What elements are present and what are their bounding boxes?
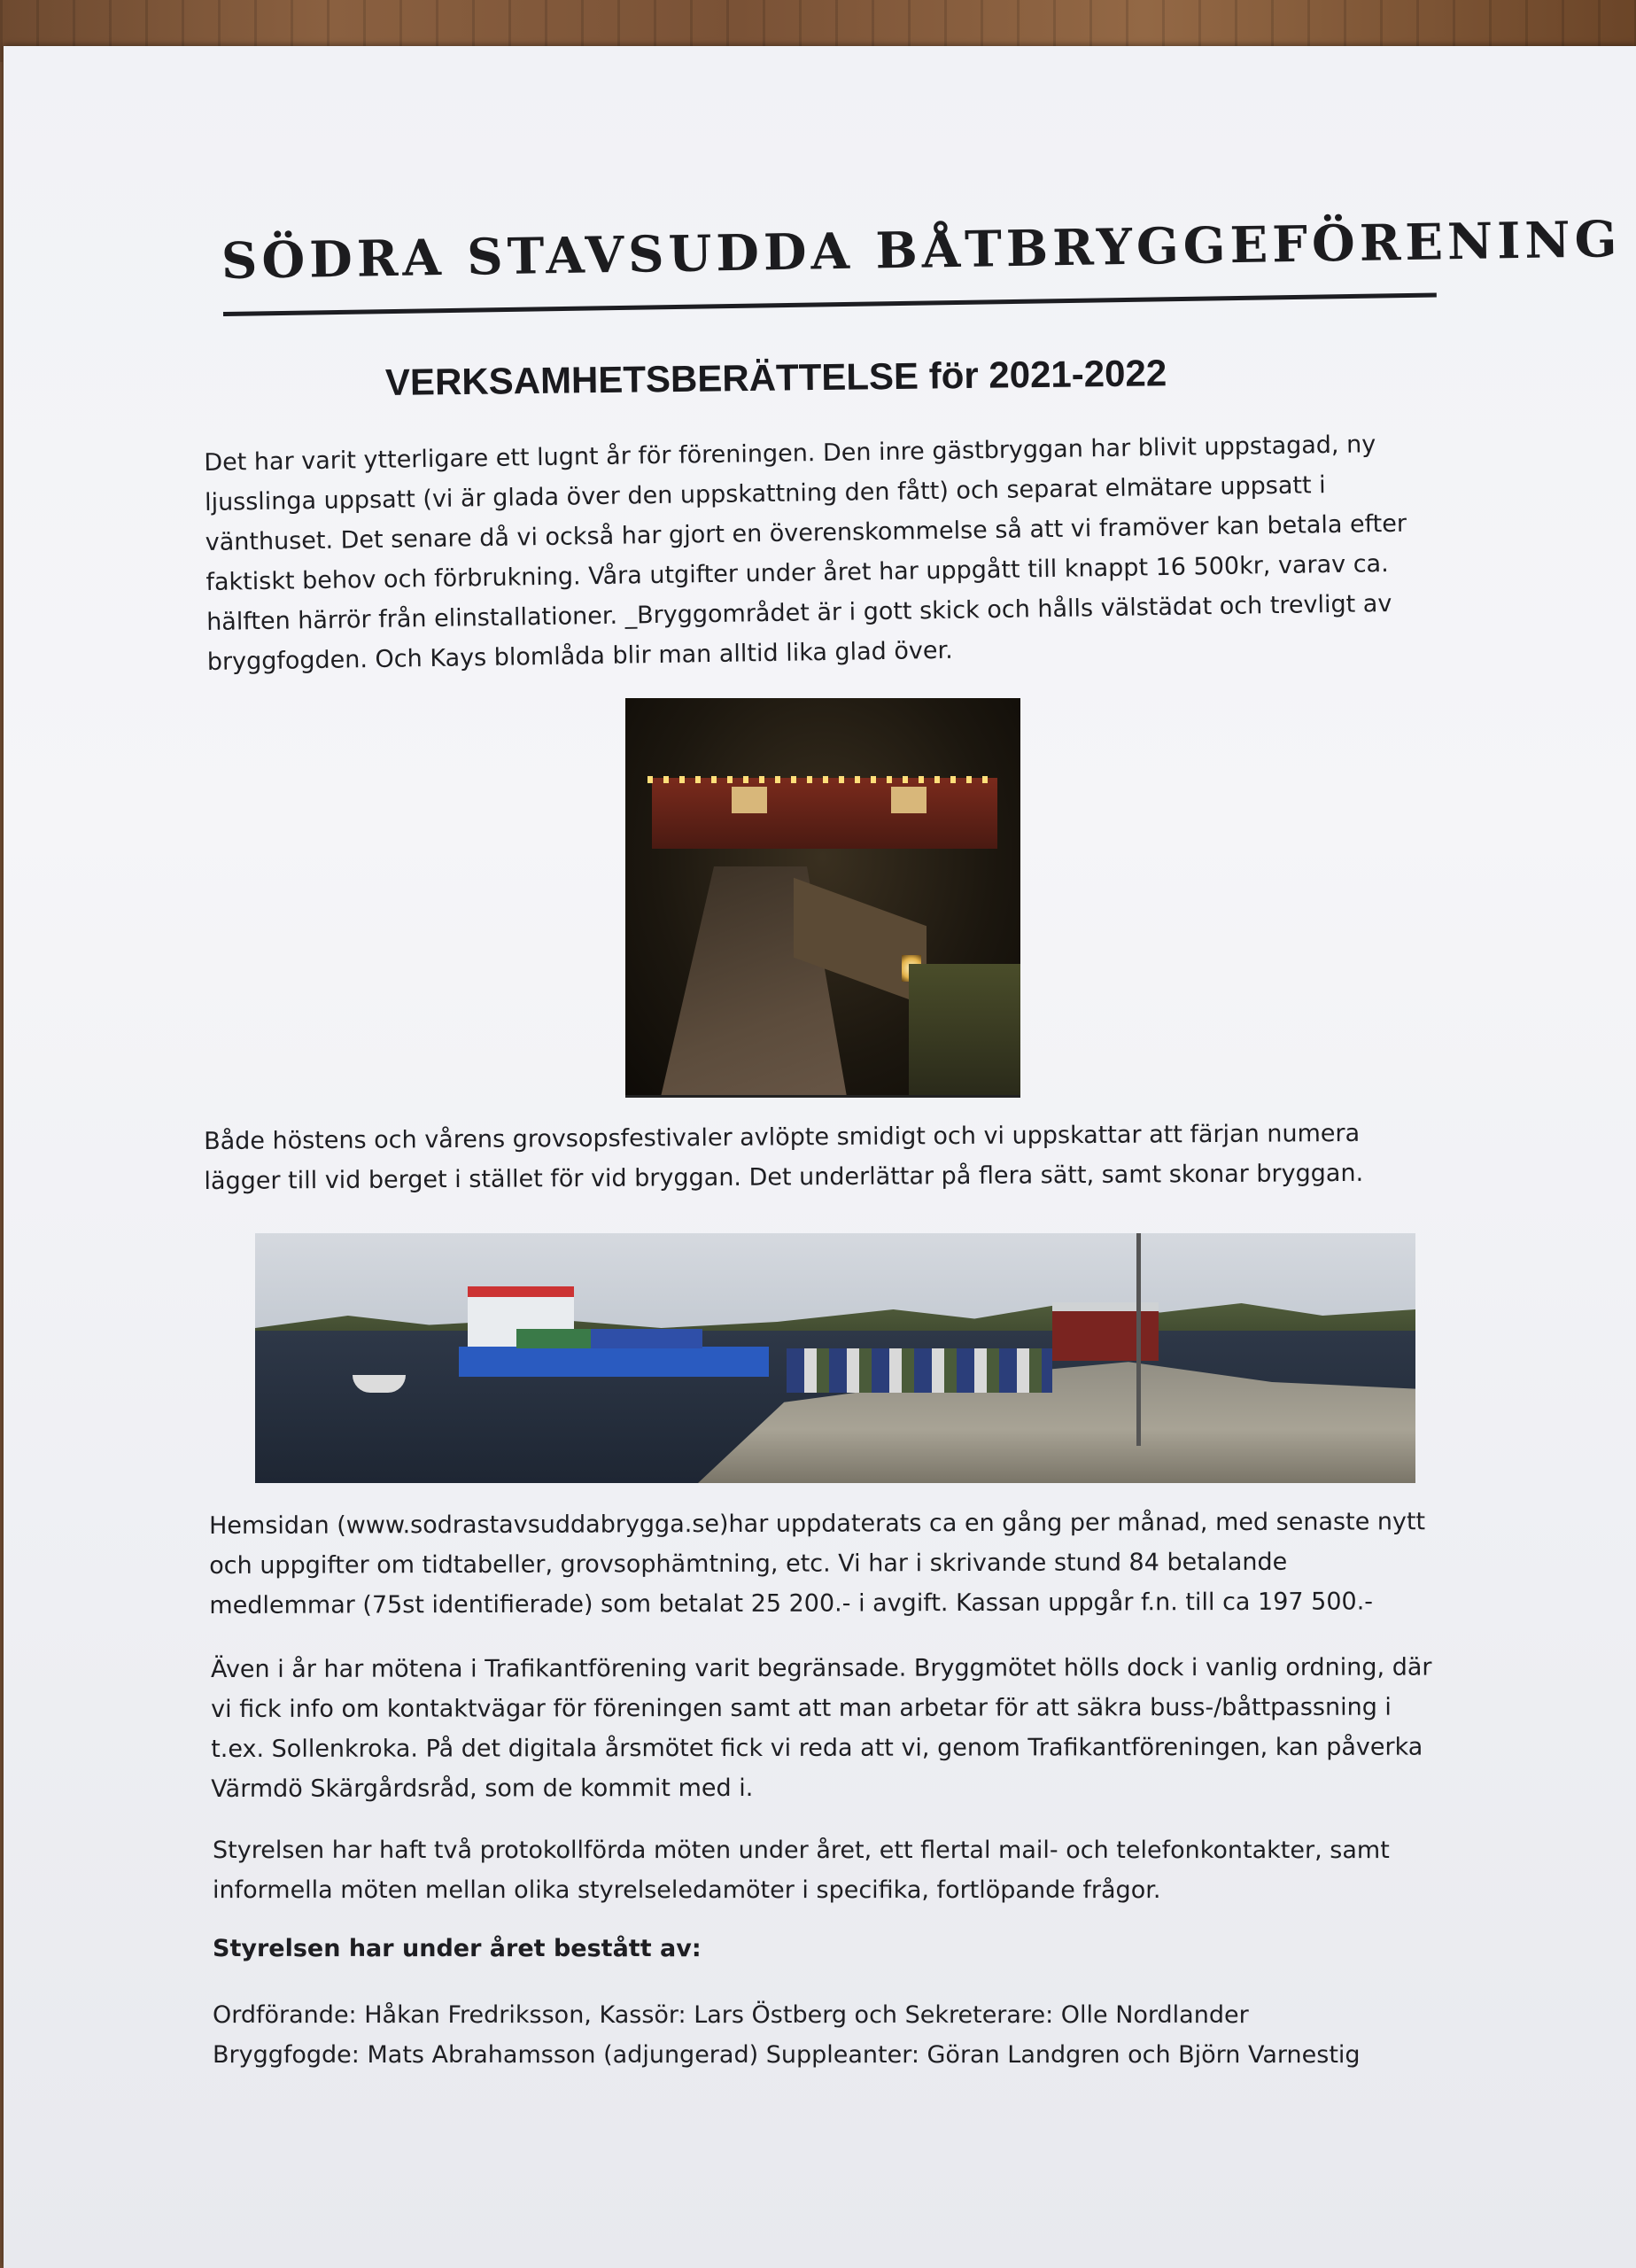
document-subtitle: VERKSAMHETSBERÄTTELSE för 2021-2022: [384, 352, 1167, 403]
paragraph-meetings: Även i år har mötena i Trafikantförening varit begränsade. Bryggmötet hölls dock i vanlig ordning, där vi fick info om kontaktvägar för föreningen samt att man arbetar för att säkra buss-/båttpassning i t.ex. Sollenkroka. På det digitala årsmötet fick vi reda att vi, genom Trafikantföreningen, kan påverka Värmdö Skärgårdsråd, som de kommit med i.: [211, 1653, 1432, 1803]
paragraph-bulky-waste: Både höstens och vårens grovsopsfestivaler avlöpte smidigt och vi uppskattar att färjan numera lägger till vid berget i stället för vid bryggan. Det underlättar på flera sätt, samt skonar bryggan.: [204, 1119, 1364, 1195]
photo-night-pier: [625, 698, 1020, 1098]
document-title: SÖDRA STAVSUDDA BÅTBRYGGEFÖRENING: [221, 210, 1622, 291]
paragraph-board-meetings: Styrelsen har haft två protokollförda möten under året, ett flertal mail- och telefonkontakter, samt informella möten mellan olika styrelseledamöter i specifika, fortlöpande frågor.: [213, 1837, 1390, 1904]
board-heading: Styrelsen har under året bestått av:: [213, 1935, 702, 1962]
board-members-list: Ordförande: Håkan Fredriksson, Kassör: Lars Östberg och Sekreterare: Olle Nordlander Bryggfogde: Mats Abrahamsson (adjungerad) Suppleanter: Göran Landgren och Björn Varnestig: [213, 2001, 1361, 2069]
paragraph-intro: Det har varit ytterligare ett lugnt år för föreningen. Den inre gästbryggan har blivit uppstagad, ny ljusslinga uppsatt (vi är glada över den uppskattning den fått) och separat elmätare uppsatt i vänthuset. Det senare då vi också har gjort en överenskommelse så att vi framöver kan betala efter faktiskt behov och förbrukning. Våra utgifter under året har uppgått till knappt 16 500kr, varav ca. hälften härrör från elinstallationer. _Bryggområdet är i gott skick och hålls välstädat och trevligt av bryggfogden. Och Kays blomlåda blir man alltid lika glad över.: [204, 431, 1407, 676]
photo-ferry-panorama: [255, 1233, 1415, 1483]
paragraph-website-finances: Hemsidan (www.sodrastavsuddabrygga.se)har uppdaterats ca en gång per månad, med senaste nytt och uppgifter om tidtabeller, grovsophämtning, etc. Vi har i skrivande stund 84 betalande medlemmar (75st identifierade) som betalat 25 200.- i avgift. Kassan uppgår f.n. till ca 197 500.-: [209, 1508, 1426, 1619]
